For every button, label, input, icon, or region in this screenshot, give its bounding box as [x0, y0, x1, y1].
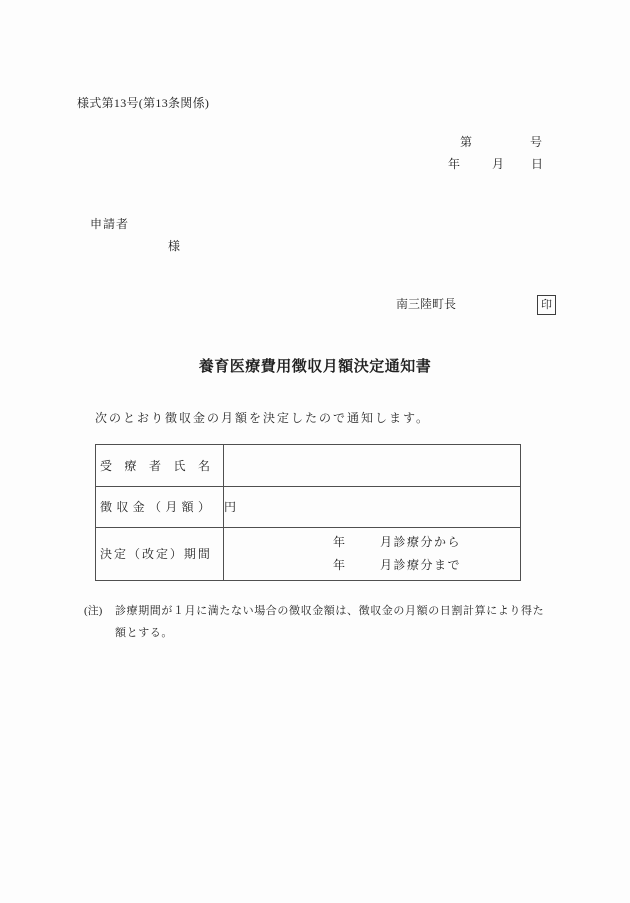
intro-text: 次のとおり徴収金の月額を決定したので通知します。	[95, 411, 431, 425]
note-line2: 額とする。	[115, 627, 173, 639]
note-marker: (注)	[84, 605, 103, 617]
doc-number-prefix: 第	[460, 135, 473, 149]
form-number: 様式第13号(第13条関係)	[77, 96, 210, 110]
table-row-patient-name	[96, 445, 521, 487]
period-to-line	[224, 554, 520, 577]
table-row-decision-period	[96, 528, 521, 581]
monthly-fee-unit: 円	[224, 487, 521, 528]
date-day-label: 日	[531, 157, 544, 171]
date-year-label: 年	[448, 157, 461, 171]
seal-mark: 印	[541, 298, 552, 311]
period-from-line	[224, 531, 520, 554]
applicant-label: 申請者	[90, 217, 130, 231]
issuer-name: 南三陸町長	[396, 297, 457, 311]
period-from-rest: 月診療分から	[380, 535, 462, 549]
patient-name-label: 受 療 者 氏 名	[100, 458, 210, 473]
patient-name-value	[224, 445, 521, 487]
page-title: 養育医療費用徴収月額決定通知書	[198, 359, 432, 375]
date-month-label: 月	[492, 157, 505, 171]
period-to-rest: 月診療分まで	[380, 558, 462, 572]
decision-period-label: 決 定 （ 改 定 ） 期 間	[100, 547, 210, 561]
period-to-year-label: 年	[333, 558, 346, 572]
table-row-monthly-fee	[96, 487, 521, 528]
decision-period-value	[224, 528, 521, 581]
doc-number-suffix: 号	[530, 135, 543, 149]
monthly-fee-label: 徴 収 金 （ 月 額 ）	[100, 500, 210, 514]
seal-box	[537, 295, 556, 315]
fee-table	[95, 444, 521, 581]
period-from-year-label: 年	[333, 535, 346, 549]
note-line1: 診療期間が１月に満たない場合の徴収金額は、徴収金の月額の日割計算により得た	[115, 605, 545, 617]
applicant-honorific: 様	[168, 239, 181, 253]
